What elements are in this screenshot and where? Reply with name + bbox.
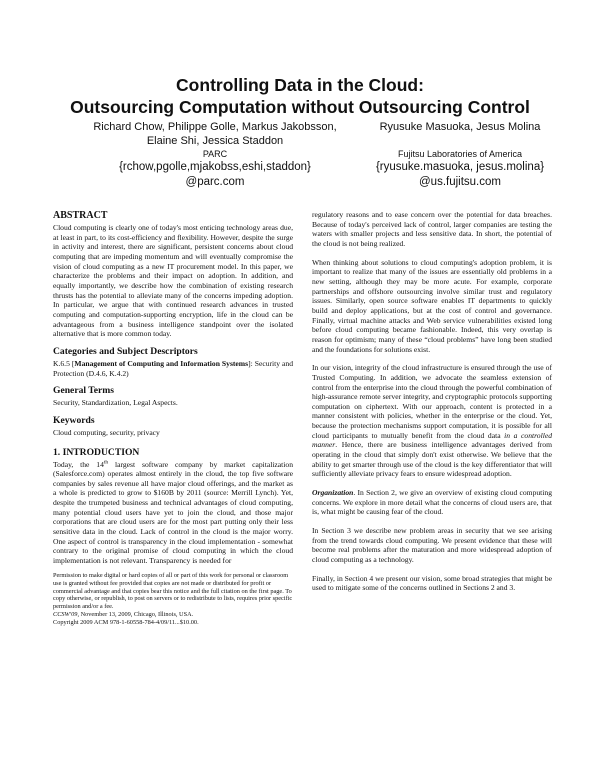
author-names-line-1: Ryusuke Masuoka, Jesus Molina: [379, 121, 541, 133]
paragraph-section-4: Finally, in Section 4 we present our vision, some broad strategies that might be used to mitigate some of the concerns outlined in Sections 2 and 3.: [312, 573, 552, 593]
paragraph-solutions: When thinking about solutions to cloud computing's adoption problem, it is important to realize that many of the issues are essentially old problems in a new setting, although they may be more acute. For example, corporate partnerships and offshore outsourcing involve similar trust and regulatory issues. Similarly, open source software enables IT departments to quickly build and deploy applications, but at the cost of control and governance. Finally, virtual machine attacks and Web service vulnerabilities existed long before cloud computing became fashionable. Indeed, this very overlap is reason for optimism; many of these “cloud problems” have long been studied and the foundations for solutions exist.: [312, 257, 552, 354]
paragraph-vision: In our vision, integrity of the cloud infrastructure is ensured through the use of Trusted Computing. In addition, we advocate the seamless extension of control from the enterprise into the cloud through the powerful combination of high-assurance remote server integrity, and cryptographic protocols supporting computation on ciphertext. With our approach, content is protected in a manner consistent with policies, whether in the enterprise or the cloud. Yet, because the protection mechanisms support computation, it is possible for all cloud participants to mutually benefit from the cloud data in a controlled manner. Hence, there are business intelligence advantages derived from operating in the cloud that simply don't exist otherwise. We believe that the ability to get smarter through use of the cloud is the key differentiator that will sufficiently alleviate privacy fears to ensure widespread adoption.: [312, 363, 552, 479]
introduction-text: Today, the 14th largest software company by market capitalization (Salesforce.com) operates almost entirely in the cloud, the top five software companies by sales revenue all have major cloud offerings, and the market as a whole is predicted to grow to $160B by 2011 (source: Merrill Lynch). Yet, despite the trumpeted business and technical advantages of cloud computing, many potential cloud users have yet to join the cloud, and those major corporations that are cloud users are for the most part putting only their less sensitive data in the cloud. Lack of control in the cloud is the major worry. One aspect of control is transparency in the cloud implementation - somewhat contrary to the original promise of cloud computing in which the cloud implementation is not relevant. Transparency is needed for: [53, 458, 293, 566]
author-email-line-2: @us.fujitsu.com: [419, 176, 501, 188]
keywords-heading: Keywords: [53, 414, 95, 426]
copyright-line: Copyright 2009 ACM 978-1-60558-784-4/09/11...$10.00.: [53, 619, 199, 627]
permission-text: Permission to make digital or hard copies of all or part of this work for personal or classroom use is granted without fee provided that copies are not made or distributed for profit or commercial advantage and that copies bear this notice and the full citation on the first page. To copy otherwise, or republish, to post on servers or to redistribute to lists, requires prior specific permission and/or a fee.: [53, 571, 293, 611]
abstract-heading: ABSTRACT: [53, 210, 108, 221]
permission-notice: [53, 572, 293, 627]
categories-heading: Categories and Subject Descriptors: [53, 345, 198, 357]
author-block-fujitsu: [345, 120, 575, 190]
left-column: [53, 210, 293, 627]
paragraph-organization: Organization. In Section 2, we give an overview of existing cloud computing concerns. We explore in more detail what the concerns of cloud users are, that is, what might be causing fear of the cloud.: [312, 488, 552, 517]
general-terms-text: Security, Standardization, Legal Aspects.: [53, 398, 178, 408]
paper-title-line-2: Outsourcing Computation without Outsourcing Control: [70, 97, 530, 117]
paragraph-regulatory: regulatory reasons and to ease concern over the potential for data breaches. Because of today's perceived lack of control, larger companies are testing the waters with smaller projects and less sensitive data. In short, the potential of the cloud is not being realized.: [312, 210, 552, 248]
general-terms-heading: General Terms: [53, 385, 115, 397]
conference-line: CCSW'09, November 13, 2009, Chicago, Illinois, USA.: [53, 611, 194, 619]
abstract-text: Cloud computing is clearly one of today's most enticing technology areas due, at least in part, to its cost-efficiency and flexibility. However, despite the surge in activity and interest, there are significant, persistent concerns about cloud computing that are impeding momentum and will eventually compromise the vision of cloud computing as a new IT procurement model. In this paper, we characterize the problems and their impact on adoption. In addition, and equally importantly, we describe how the combination of existing research thrusts has the potential to alleviate many of the concerns impeding adoption. In particular, we argue that with continued research advances in trusted computing and computation-supporting encryption, life in the cloud can be advantageous from a business intelligence standpoint over the isolated alternative that is more common today.: [53, 223, 293, 339]
author-affiliation: PARC: [202, 149, 228, 159]
author-names-line-1: Richard Chow, Philippe Golle, Markus Jakobsson,: [93, 121, 337, 133]
categories-text: K.6.5 [Management of Computing and Information Systems]: Security and Protection (D.4.6, K.4.2): [53, 358, 293, 378]
author-email-line-1: {ryusuke.masuoka, jesus.molina}: [375, 161, 545, 173]
right-column: [312, 210, 552, 593]
introduction-heading: 1. INTRODUCTION: [53, 446, 140, 458]
paragraph-section-3: In Section 3 we describe new problem areas in security that we see arising from the trend towards cloud computing. We present evidence that these will become real problems after the maturation and more widespread adoption of cloud computing as a technology.: [312, 526, 552, 564]
keywords-text: Cloud computing, security, privacy: [53, 427, 160, 437]
author-affiliation: Fujitsu Laboratories of America: [397, 149, 523, 159]
author-block-parc: [70, 120, 360, 190]
author-email-line-1: {rchow,pgolle,mjakobss,eshi,staddon}: [119, 161, 311, 173]
author-names-line-2: Elaine Shi, Jessica Staddon: [146, 135, 284, 147]
author-email-line-2: @parc.com: [185, 176, 245, 188]
paper-title-line-1: Controlling Data in the Cloud:: [176, 75, 424, 95]
